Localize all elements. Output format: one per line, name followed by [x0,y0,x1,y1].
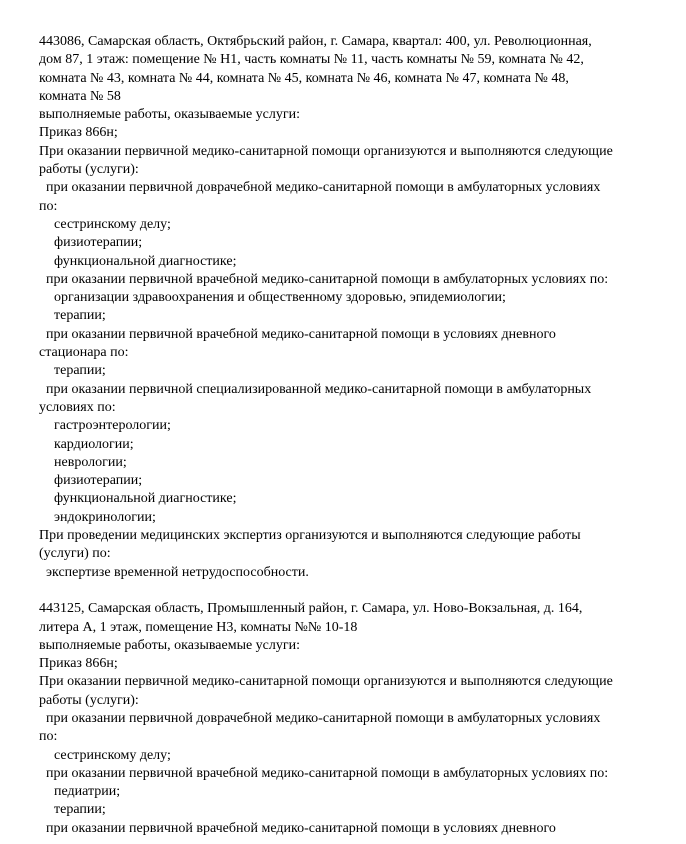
text-line: при оказании первичной специализированной медико-санитарной помощи в амбулаторных [46,381,592,397]
address-line: комната № 43, комната № 44, комната № 45, комната № 46, комната № 47, комната № 48, [39,70,569,86]
text-line: работы (услуги): [39,162,139,178]
list-item: кардиологии; [54,436,134,452]
address-line: комната № 58 [39,88,121,104]
text-line: стационара по: [39,345,129,361]
list-item: эндокринологии; [54,509,156,525]
text-line: при оказании первичной врачебной медико-санитарной помощи в условиях дневного [46,326,556,342]
order-reference: Приказ 866н; [39,125,118,141]
text-line: по: [39,729,58,745]
list-item: сестринскому делу; [54,216,171,232]
text-line: работы (услуги): [39,692,139,708]
list-item: педиатрии; [54,784,121,800]
list-item: гастроэнтерологии; [54,418,171,434]
address-line: 443125, Самарская область, Промышленный район, г. Самара, ул. Ново-Вокзальная, д. 164, [39,601,583,617]
address-block-443125 [39,600,658,838]
list-item: сестринскому делу; [54,747,171,763]
list-item: терапии; [54,308,106,324]
address-line: дом 87, 1 этаж: помещение № Н1, часть комнаты № 11, часть комнаты № 59, комната № 42, [39,52,584,68]
text-line: по: [39,198,58,214]
address-line: литера А, 1 этаж, помещение Н3, комнаты №№ 10-18 [39,619,358,635]
list-item: физиотерапии; [54,235,143,251]
list-item: экспертизе временной нетрудоспособности. [46,564,309,580]
text-line: (услуги) по: [39,546,111,562]
text-line: При оказании первичной медико-санитарной помощи организуются и выполняются следующие [39,674,613,690]
text-line: при оказании первичной врачебной медико-санитарной помощи в амбулаторных условиях по: [46,271,609,287]
works-services-heading: выполняемые работы, оказываемые услуги: [39,107,301,123]
text-line: при оказании первичной врачебной медико-санитарной помощи в условиях дневного [46,820,556,836]
text-line: при оказании первичной врачебной медико-санитарной помощи в амбулаторных условиях по: [46,765,609,781]
list-item: функциональной диагностике; [54,253,237,269]
text-line: при оказании первичной доврачебной медико-санитарной помощи в амбулаторных условиях [46,710,601,726]
text-line: при оказании первичной доврачебной медико-санитарной помощи в амбулаторных условиях [46,180,601,196]
list-item: терапии; [54,802,106,818]
text-line: При оказании первичной медико-санитарной помощи организуются и выполняются следующие [39,143,613,159]
works-services-heading: выполняемые работы, оказываемые услуги: [39,637,301,653]
address-line: 443086, Самарская область, Октябрьский район, г. Самара, квартал: 400, ул. Революционная, [39,34,592,49]
list-item: организации здравоохранения и общественному здоровью, эпидемиологии; [54,290,506,306]
address-block-443086 [39,33,658,582]
list-item: физиотерапии; [54,473,143,489]
text-line: При проведении медицинских экспертиз организуются и выполняются следующие работы [39,528,581,544]
order-reference: Приказ 866н; [39,656,118,672]
list-item: неврологии; [54,454,127,470]
list-item: функциональной диагностике; [54,491,237,507]
text-line: условиях по: [39,399,116,415]
list-item: терапии; [54,363,106,379]
